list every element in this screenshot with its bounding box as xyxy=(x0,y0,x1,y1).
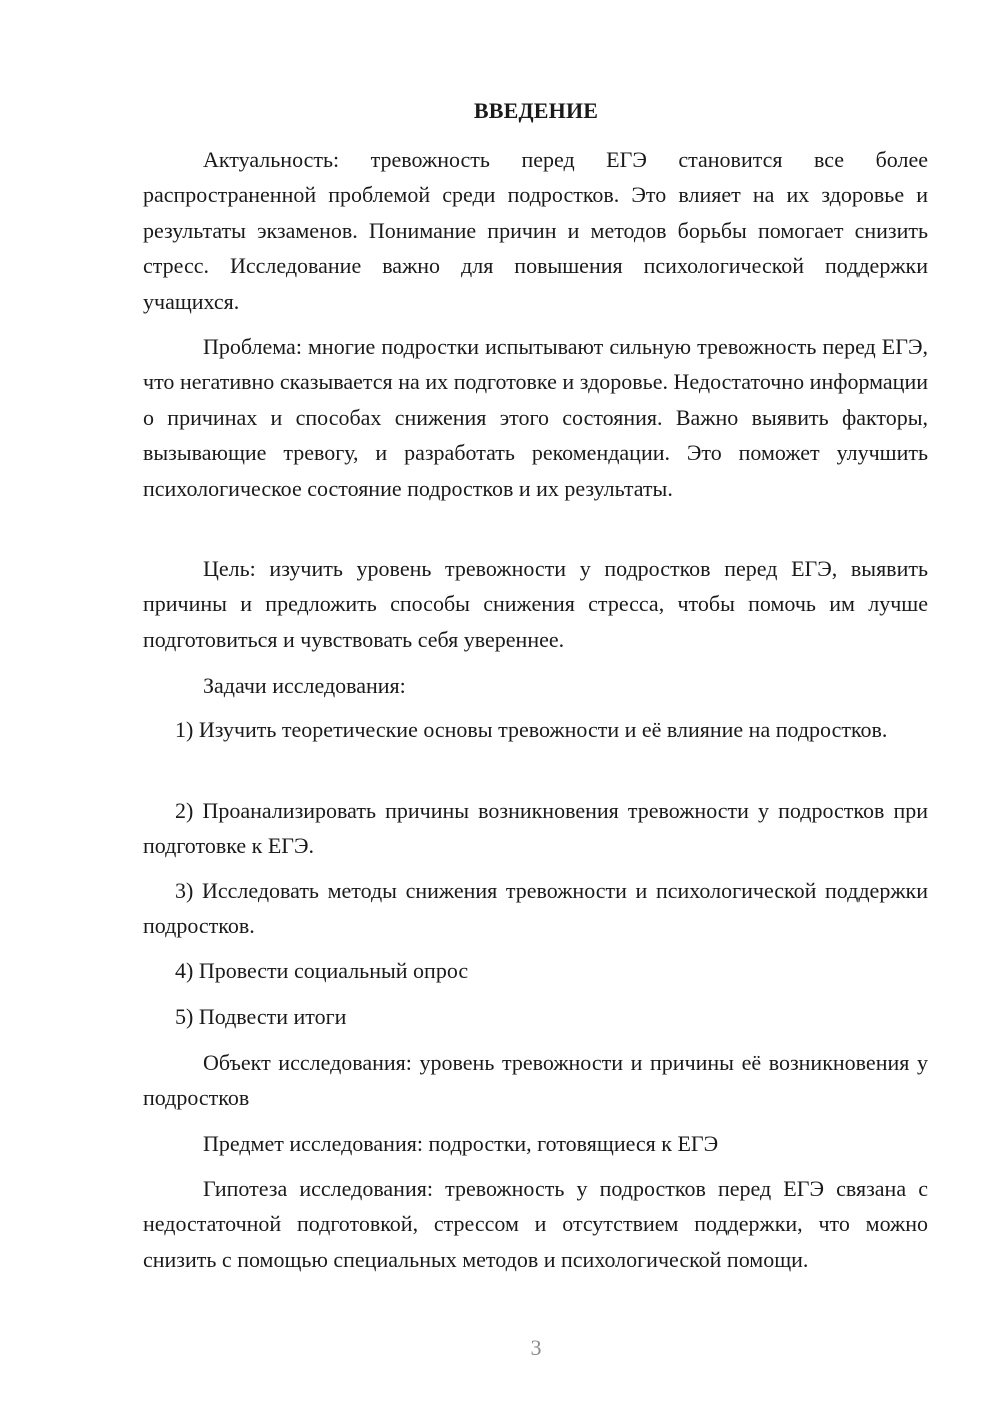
problem-paragraph: Проблема: многие подростки испытывают сильную тревожность перед ЕГЭ, что негативно сказывается на их подготовке и здоровье. Недостаточно информации о причинах и способах снижения этого состояния. Важно выявить факторы, вызывающие тревогу, и разработать рекомендации. Это поможет улучшить психологическое состояние подростков и их результаты. xyxy=(143,334,928,501)
tasks-heading: Задачи исследования: xyxy=(203,673,406,698)
subject-paragraph: Предмет исследования: подростки, готовящиеся к ЕГЭ xyxy=(203,1131,719,1156)
hypothesis-paragraph: Гипотеза исследования: тревожность у подростков перед ЕГЭ связана с недостаточной подготовкой, стрессом и отсутствием поддержки, что можно снизить с помощью специальных методов и психологической помощи. xyxy=(143,1176,928,1272)
page-number: 3 xyxy=(530,1335,542,1360)
goal-paragraph: Цель: изучить уровень тревожности у подростков перед ЕГЭ, выявить причины и предложить способы снижения стресса, чтобы помочь им лучше подготовиться и чувствовать себя увереннее. xyxy=(143,556,928,652)
task-item-2: 2) Проанализировать причины возникновения тревожности у подростков при подготовке к ЕГЭ. xyxy=(143,798,928,859)
task-item-1: 1) Изучить теоретические основы тревожности и её влияние на подростков. xyxy=(175,717,888,742)
object-paragraph: Объект исследования: уровень тревожности и причины её возникновения у подростков xyxy=(143,1050,928,1111)
task-item-4: 4) Провести социальный опрос xyxy=(175,958,469,983)
task-item-5: 5) Подвести итоги xyxy=(175,1004,347,1029)
relevance-paragraph: Актуальность: тревожность перед ЕГЭ становится все более распространенной проблемой среди подростков. Это влияет на их здоровье и результаты экзаменов. Понимание причин и методов борьбы помогает снизить стресс. Исследование важно для повышения психологической поддержки учащихся. xyxy=(143,147,928,314)
section-title: ВВЕДЕНИЕ xyxy=(473,98,599,123)
task-item-3: 3) Исследовать методы снижения тревожности и психологической поддержки подростков. xyxy=(143,878,928,939)
